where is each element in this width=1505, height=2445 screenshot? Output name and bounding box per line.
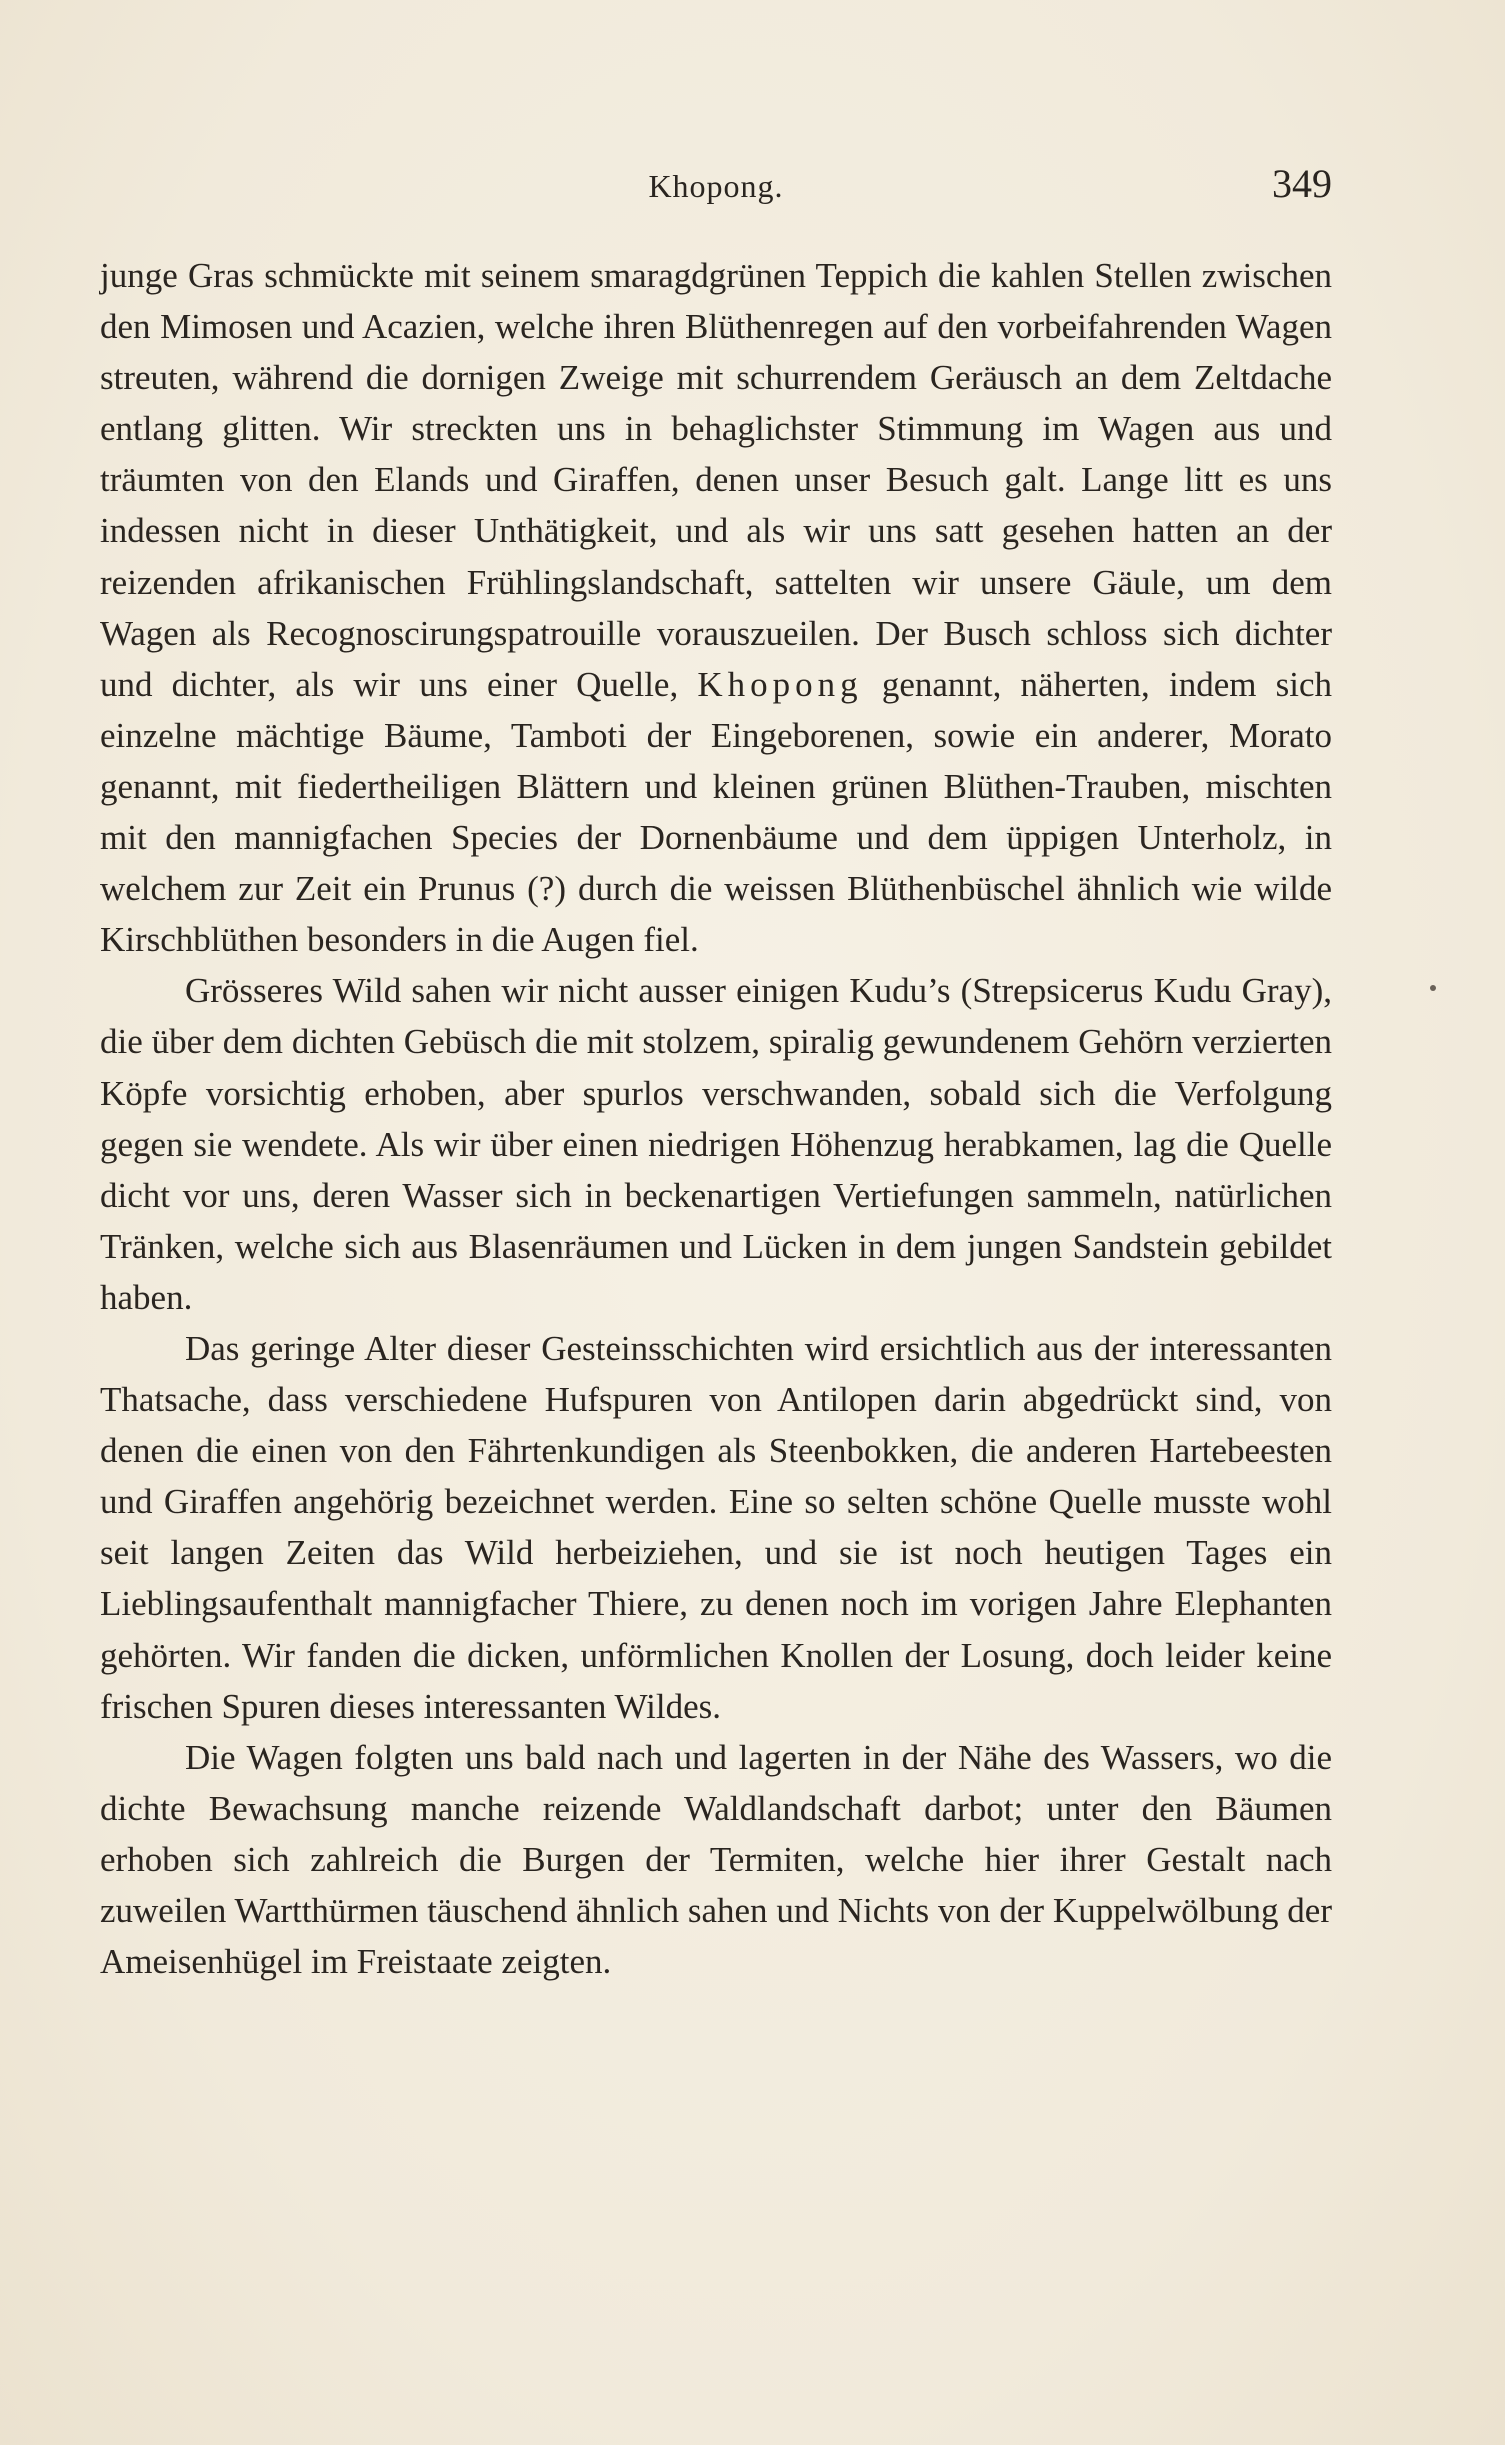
- paragraph-2: Grösseres Wild sahen wir nicht ausser einigen Kudu’s (Strepsicerus Kudu Gray), die über dem dichten Gebüsch die mit stolzem, spiralig gewundenem Gehörn verzierten Köpfe vorsichtig erhoben, aber spurlos verschwanden, sobald sich die Verfolgung gegen sie wendete. Als wir über einen niedrigen Höhenzug herabkamen, lag die Quelle dicht vor uns, deren Wasser sich in beckenartigen Vertiefungen sammeln, natürlichen Tränken, welche sich aus Blasenräumen und Lücken in dem jungen Sandstein gebildet haben.: [100, 971, 1332, 1317]
- running-title: Khopong.: [648, 168, 784, 204]
- page-number: 349: [1272, 161, 1332, 206]
- paragraph-3: Das geringe Alter dieser Gesteinsschichten wird ersichtlich aus der interessanten Thatsache, dass verschiedene Hufspuren von Antilopen darin abgedrückt sind, von denen die einen von den Fährtenkundigen als Steenbokken, die anderen Hartebeesten und Giraffen angehörig bezeichnet werden. Eine so selten schöne Quelle musste wohl seit langen Zeiten das Wild herbeiziehen, und sie ist noch heutigen Tages ein Lieblingsaufenthalt mannigfacher Thiere, zu denen noch im vorigen Jahre Elephanten gehörten. Wir fanden die dicken, unförmlichen Knollen der Losung, doch leider keine frischen Spuren dieses interessanten Wildes.: [100, 1328, 1332, 1726]
- paragraph-4: Die Wagen folgten uns bald nach und lagerten in der Nähe des Wassers, wo die dichte Bewachsung manche reizende Waldlandschaft darbot; unter den Bäumen erhoben sich zahlreich die Burgen der Termiten, welche hier ihrer Gestalt nach zuweilen Wartthürmen täuschend ähnlich sahen und Nichts von der Kuppelwölbung der Ameisenhügel im Freistaate zeigten.: [100, 1737, 1332, 1982]
- paragraph-1-text-before: junge Gras schmückte mit seinem smaragdgrünen Teppich die kahlen Stellen zwischen den Mimosen und Acazien, welche ihren Blüthenregen auf den vorbeifahrenden Wagen streuten, während die dornigen Zweige mit schurrendem Geräusch an dem Zeltdache entlang glitten. Wir streckten uns in behaglichster Stimmung im Wagen aus und träumten von den Elands und Giraffen, denen unser Besuch galt. Lange litt es uns indessen nicht in dieser Unthätigkeit, und als wir uns satt gesehen hatten an der reizenden afrikanischen Frühlingslandschaft, sattelten wir unsere Gäule, um dem Wagen als Recognoscirungspatrouille vorauszueilen. Der Busch schloss sich dichter und dichter, als wir uns einer Quelle,: [100, 256, 1332, 704]
- paragraph-1-text-after: genannt, näherten, indem sich einzelne mächtige Bäume, Tamboti der Eingeborenen, sowie ein anderer, Morato genannt, mit fiedertheiligen Blättern und kleinen grünen Blüthen-Trauben, mischten mit den mannigfachen Species der Dornenbäume und dem üppigen Unterholz, in welchem zur Zeit ein Prunus (?) durch die weissen Blüthenbüschel ähnlich wie wilde Kirschblüthen besonders in die Augen fiel.: [100, 664, 1333, 960]
- margin-speck: [1430, 985, 1436, 991]
- paragraph-1: [100, 250, 1332, 965]
- running-head: [100, 160, 1332, 210]
- body-text: [100, 250, 1332, 1987]
- paragraph-1-spaced-word: Khopong: [697, 664, 863, 704]
